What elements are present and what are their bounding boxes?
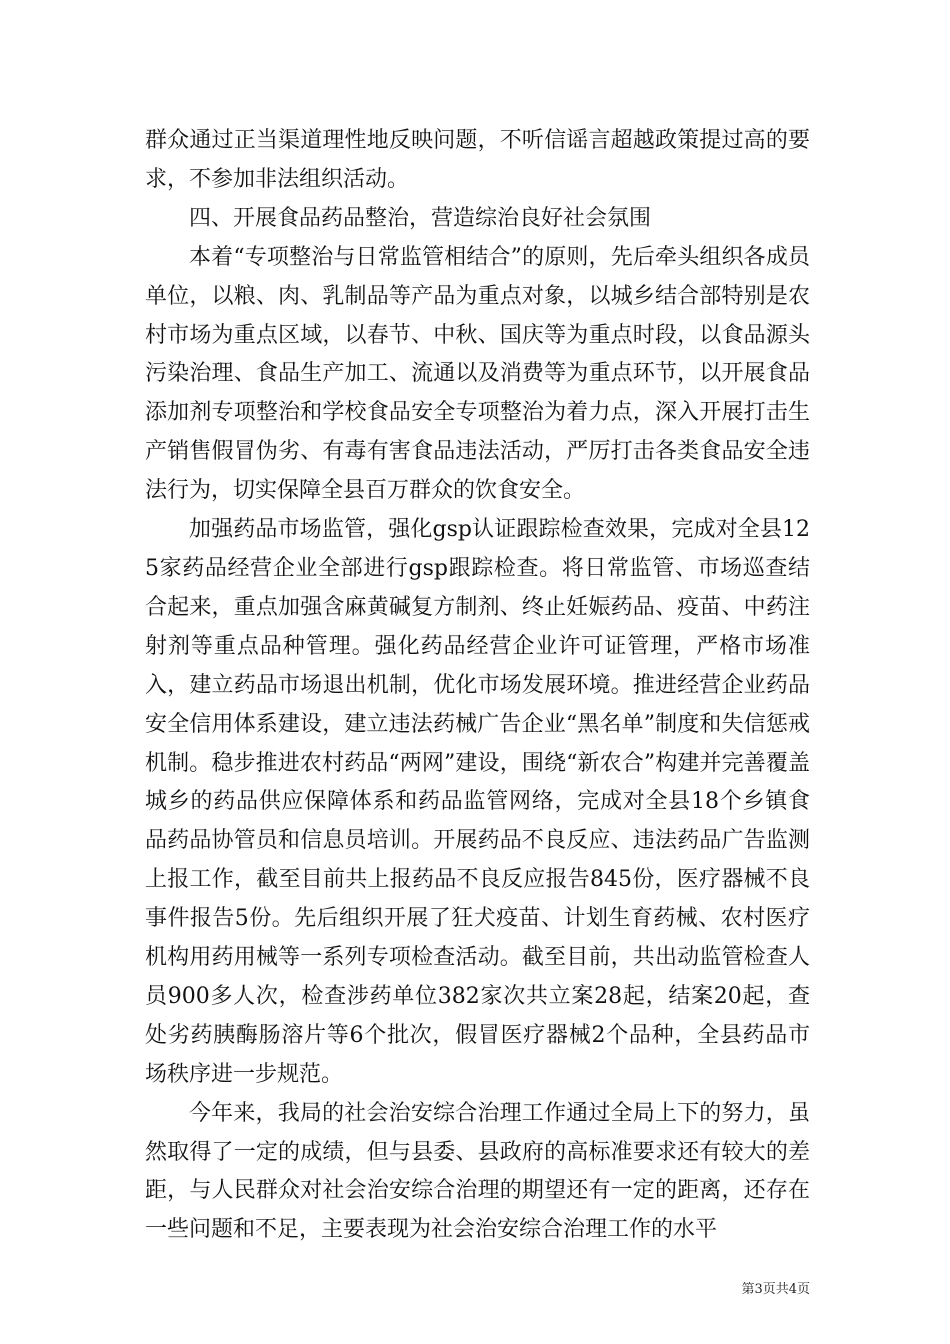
paragraph-drug-supervision: 加强药品市场监管，强化gsp认证跟踪检查效果，完成对全县125家药品经营企业全部进行gsp跟踪检查。将日常监管、市场巡查结合起来，重点加强含麻黄碱复方制剂、终止妊娠药品、疫苗、中药注射剂等重点品种管理。强化药品经营企业许可证管理，严格市场准入，建立药品市场退出机制，优化市场发展环境。推进经营企业药品安全信用体系建设，建立违法药械广告企业“黑名单”制度和失信惩戒机制。稳步推进农村药品“两网”建设，围绕“新农合”构建并完善覆盖城乡的药品供应保障体系和药品监管网络，完成对全县18个乡镇食品药品协管员和信息员培训。开展药品不良反应、违法药品广告监测上报工作，截至目前共上报药品不良反应报告845份，医疗器械不良事件报告5份。先后组织开展了狂犬疫苗、计划生育药械、农村医疗机构用药用械等一系列专项检查活动。截至目前，共出动监管检查人员900多人次，检查涉药单位382家次共立案28起，结案20起，查处劣药胰酶肠溶片等6个批次，假冒医疗器械2个品种，全县药品市场秩序进一步规范。 <box>145 517 810 1087</box>
page-number-footer: 第3页共4页 <box>741 1282 810 1297</box>
paragraph-food-safety: 本着“专项整治与日常监管相结合”的原则，先后牵头组织各成员单位，以粮、肉、乳制品等产品为重点对象，以城乡结合部特别是农村市场为重点区域，以春节、中秋、国庆等为重点时段，以食品源头污染治理、食品生产加工、流通以及消费等为重点环节，以开展食品添加剂专项整治和学校食品安全专项整治为着力点，深入开展打击生产销售假冒伪劣、有毒有害食品违法活动，严厉打击各类食品安全违法行为，切实保障全县百万群众的饮食安全。 <box>145 244 810 504</box>
section-heading: 四、开展食品药品整治，营造综治良好社会氛围 <box>189 205 652 231</box>
paragraph-continuation: 群众通过正当渠道理性地反映问题，不听信谣言超越政策提过高的要求，不参加非法组织活动。 <box>145 128 810 192</box>
document-body <box>145 122 810 1250</box>
paragraph-summary: 今年来，我局的社会治安综合治理工作通过全局上下的努力，虽然取得了一定的成绩，但与县委、县政府的高标准要求还有较大的差距，与人民群众对社会治安综合治理的期望还有一定的距离，还存在一些问题和不足，主要表现为社会治安综合治理工作的水平 <box>145 1100 810 1243</box>
